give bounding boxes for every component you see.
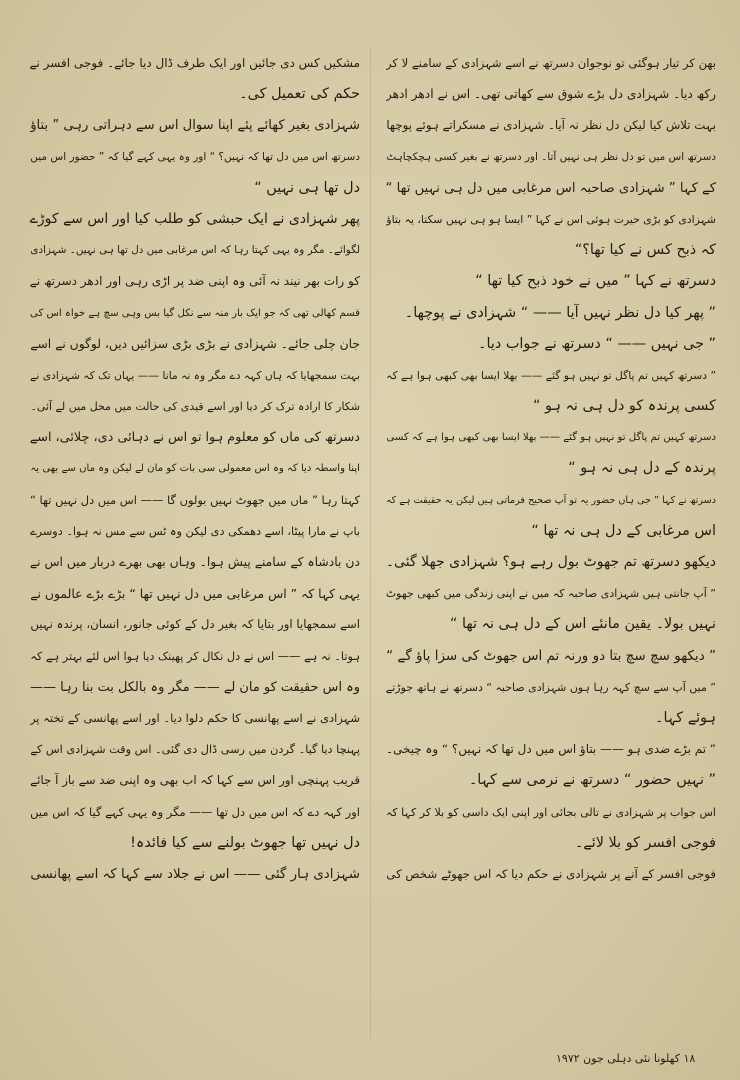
text-line: دسرتھ اس میں تو دل نظر ہی نہیں آتا۔ اور دسرتھ نے بغیر کسی ہچکچاہٹ <box>386 150 716 163</box>
text-line: کہ ذبح کس نے کیا تھا؟“ <box>574 242 716 259</box>
text-line: اس جواب پر شہزادی نے تالی بجائی اور اپنی ایک داسی کو بلا کر کہا کہ <box>386 805 716 819</box>
text-line: بہت تلاش کیا لیکن دل نظر نہ آیا۔ شہزادی نے مسکراتے ہوئے پوچھا <box>386 118 716 133</box>
text-line: ” دیکھو سچ سچ بتا دو ورنہ تم اس جھوٹ کی سزا پاؤ گے “ <box>386 647 716 664</box>
text-line: حکم کی تعمیل کی۔ <box>239 86 360 103</box>
text-line: پہنچا دیا گیا۔ گردن میں رسی ڈال دی گئی۔ اس وقت شہزادی اس کے <box>30 743 360 757</box>
text-line: ” دسرتھ کہیں تم پاگل تو نہیں ہو گئے —— بھلا ایسا بھی کبھی ہوا ہے کہ <box>386 368 716 382</box>
text-line: کو رات بھر نیند نہ آئی وہ اپنی ضد پر اڑی رہی اور ادھر دسرتھ نے <box>30 274 360 289</box>
text-line: شہزادی بغیر کھائے پئے اپنا سوال اس سے دہراتی رہی ” بتاؤ <box>30 118 360 134</box>
text-line: ” تم بڑے ضدی ہو —— بتاؤ اس میں دل تھا کہ نہیں؟ “ وہ چیخی۔ <box>386 742 716 757</box>
text-line: نہیں بولا۔ یقین مانئے اس کے دل ہی نہ تھا “ <box>449 616 716 633</box>
text-line: دسرتھ کہیں تم پاگل تو نہیں ہو گئے —— بھلا ایسا بھی کبھی ہوا ہے کہ کسی <box>386 432 716 444</box>
page-footer: ۱۸ کھلونا نئی دہلی جون ۱۹۷۲ <box>556 1052 696 1065</box>
column-divider <box>370 48 371 1038</box>
text-line: شہزادی نے اسے پھانسی کا حکم دلوا دیا۔ اور اسے پھانسی کے تختہ پر <box>30 710 360 725</box>
text-line: ” جی نہیں —— “ دسرتھ نے جواب دیا۔ <box>478 335 716 352</box>
text-line: شہزادی کو بڑی حیرت ہوئی اس نے کہا ” ایسا ہو ہی نہیں سکتا، یہ بتاؤ <box>386 212 716 226</box>
text-line: فوجی افسر کے آنے پر شہزادی نے حکم دیا کہ اس جھوٹے شخص کی <box>386 866 716 881</box>
text-line: مشکیں کس دی جائیں اور ایک طرف ڈال دیا جائے۔ فوجی افسر نے <box>30 56 360 70</box>
text-line: دسرتھ نے کہا ” میں نے خود ذبح کیا تھا “ <box>475 273 716 290</box>
text-line: دسرتھ نے کہا ” جی ہاں حضور یہ تو آپ صحیح فرماتی ہیں لیکن یہ حقیقت ہے کہ <box>386 494 716 506</box>
text-line: پرندہ کے دل ہی نہ ہو “ <box>568 460 716 477</box>
text-line: اس مرغابی کے دل ہی نہ تھا “ <box>531 522 716 539</box>
text-line: کسی پرندہ کو دل ہی نہ ہو “ <box>533 398 716 415</box>
text-line: باپ نے مارا پیٹا، اسے دھمکی دی لیکن وہ ٹس سے مس نہ ہوا۔ دوسرے <box>30 524 360 538</box>
text-line: ” آپ جانتی ہیں شہزادی صاحبہ کہ میں نے اپنی زندگی میں کبھی جھوٹ <box>386 587 716 601</box>
text-line: ” میں آپ سے سچ کہہ رہا ہوں شہزادی صاحبہ “ دسرتھ نے ہاتھ جوڑتے <box>386 680 716 694</box>
text-line: قریب پہنچی اور اس سے کہا کہ اب بھی وہ اپنی ضد سے باز آ جائے <box>30 773 360 788</box>
text-line: دن بادشاہ کے سامنے پیش ہوا۔ وہاں بھی بھرے دربار میں اس نے <box>30 555 360 569</box>
text-line: دسرتھ کی ماں کو معلوم ہوا تو اس نے دہائی دی، چلائی، اسے <box>30 430 360 446</box>
text-line: قسم کھالی تھی کہ جو ایک بار منہ سے نکل گیا بس وہی سچ ہے خواہ اس کی <box>30 307 360 319</box>
text-line: دل تھا ہی نہیں “ <box>254 179 360 196</box>
text-line: شکار کا ارادہ ترک کر دیا اور اسے قیدی کی حالت میں محل میں لے آئی۔ <box>30 400 360 414</box>
text-line: لگوائے۔ مگر وہ یہی کہتا رہا کہ اس مرغابی میں دل تھا ہی نہیں۔ شہزادی <box>30 244 360 257</box>
text-line: شہزادی ہار گئی —— اس نے جلاد سے کہا کہ اسے پھانسی <box>30 866 360 882</box>
text-line: کہتا رہا ” ماں میں جھوٹ نہیں بولوں گا —— اس میں دل نہیں تھا “ <box>30 492 360 507</box>
text-line: اور کہہ دے کہ اس میں دل تھا —— مگر وہ یہی کہے گیا کہ اس میں <box>30 804 360 819</box>
text-line: کے کہا ” شہزادی صاحبہ اس مرغابی میں دل ہی نہیں تھا “ <box>386 180 716 196</box>
text-line: اپنا واسطہ دیا کہ وہ اس معمولی سی بات کو مان لے لیکن وہ ماں سے بھی یہ <box>30 463 360 475</box>
text-line: ” پھر کیا دل نظر نہیں آیا —— “ شہزادی نے پوچھا۔ <box>404 304 716 321</box>
text-line: دل نہیں تھا جھوٹ بولنے سے کیا فائدہ! <box>130 834 360 851</box>
text-line: پھر شہزادی نے ایک حبشی کو طلب کیا اور اس سے کوڑے <box>30 210 360 227</box>
text-line: ” نہیں حضور “ دسرتھ نے نرمی سے کہا۔ <box>468 772 716 789</box>
text-line: اسے سمجھایا اور بتایا کہ بغیر دل کے کوئی جانور، انسان، پرندہ نہیں <box>30 617 360 632</box>
text-line: رکھ دیا۔ شہزادی دل بڑے شوق سے کھاتی تھی۔ اس نے ادھر ادھر <box>386 87 716 102</box>
text-line: جان چلی جائے۔ شہزادی نے بڑی بڑی سزائیں دیں، لوگوں نے اسے <box>30 336 360 351</box>
text-line: ہوتا۔ نہ ہے —— اس نے دل نکال کر پھینک دیا ہوا اس لئے بہتر ہے کہ <box>30 648 360 663</box>
text-line: دسرتھ اس میں دل تھا کہ نہیں؟ “ اور وہ یہی کہے گیا کہ ” حضور اس میں <box>30 150 360 163</box>
text-line: یہی کہا کہ ” اس مرغابی میں دل نہیں تھا “ بڑے بڑے عالموں نے <box>30 586 360 602</box>
right-text-column <box>386 48 716 890</box>
text-line: دیکھو دسرتھ تم جھوٹ بول رہے ہو؟ شہزادی جھلا گئی۔ <box>386 554 716 570</box>
left-text-column <box>30 48 360 890</box>
text-line: وہ اس حقیقت کو مان لے —— مگر وہ بالکل بت بنا رہا —— <box>30 679 360 695</box>
text-line: بھن کر تیار ہوگئی تو نوجوان دسرتھ نے اسے شہزادی کے سامنے لا کر <box>386 56 716 70</box>
text-line: فوجی افسر کو بلا لائے۔ <box>574 834 716 851</box>
text-line: بہت سمجھایا کہ ہاں کہہ دے مگر وہ نہ مانا —— یہاں تک کہ شہزادی نے <box>30 368 360 382</box>
text-line: ہوئے کہا۔ <box>655 709 716 726</box>
